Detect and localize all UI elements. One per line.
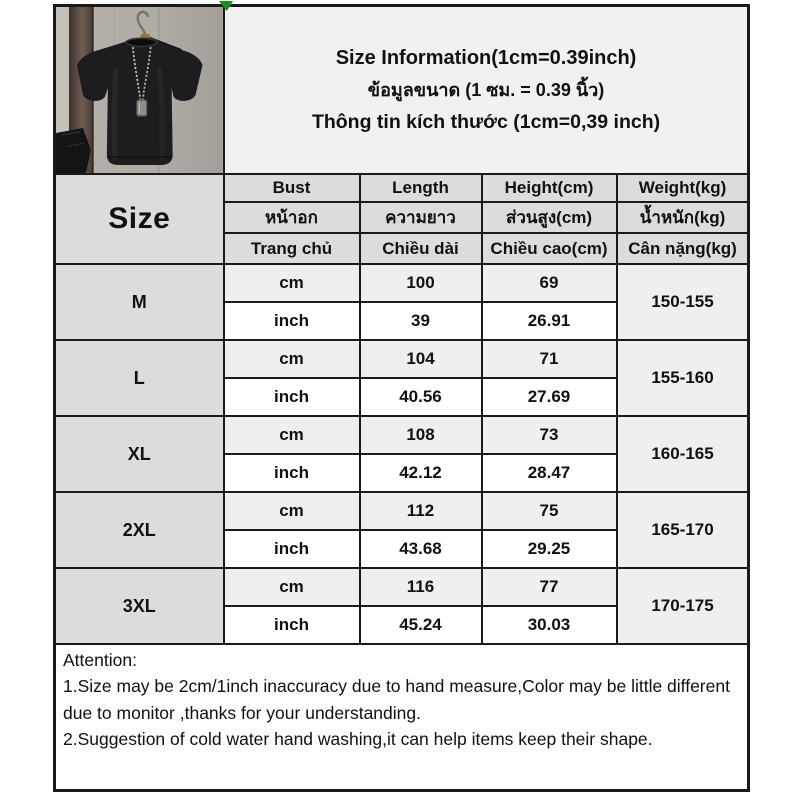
size-label-3xl: 3XL [55,568,224,644]
row-m-cm [55,264,749,302]
row-3xl-cm [55,568,749,606]
length-inch-value: 27.69 [482,378,617,416]
header-length-en: Length [360,174,482,202]
header-weight-th: น้ำหนัก(kg) [617,202,749,233]
height-range: 165-170 [617,492,749,568]
height-range: 170-175 [617,568,749,644]
height-range: 160-165 [617,416,749,492]
bust-cm-value: 116 [360,568,482,606]
header-bust-vi: Trang chủ [224,233,360,264]
unit-label-cm: cm [224,340,360,378]
row-2xl-cm [55,492,749,530]
bust-inch-value: 43.68 [360,530,482,568]
title-english: Size Information(1cm=0.39inch) [335,46,637,69]
header-row-english [55,174,749,202]
attention-title: Attention: [63,650,137,670]
title-cell [224,6,749,175]
tshirt-photo-illustration [56,7,223,173]
unit-label-cm: cm [224,264,360,302]
unit-label-inch: inch [224,302,360,340]
header-bust-th: หน้าอก [224,202,360,233]
length-cm-value: 71 [482,340,617,378]
header-height-th: ส่วนสูง(cm) [482,202,617,233]
bust-inch-value: 45.24 [360,606,482,644]
unit-label-inch: inch [224,378,360,416]
attention-note [55,644,749,790]
length-inch-value: 26.91 [482,302,617,340]
size-table [53,4,750,792]
top-row [55,6,749,175]
bust-inch-value: 39 [360,302,482,340]
length-cm-value: 77 [482,568,617,606]
header-bust-en: Bust [224,174,360,202]
height-range: 155-160 [617,340,749,416]
unit-label-inch: inch [224,454,360,492]
length-inch-value: 28.47 [482,454,617,492]
header-height-vi: Chiều cao(cm) [482,233,617,264]
header-weight-en: Weight(kg) [617,174,749,202]
length-cm-value: 69 [482,264,617,302]
size-header: Size [55,174,224,264]
header-weight-vi: Cân nặng(kg) [617,233,749,264]
bust-cm-value: 104 [360,340,482,378]
bust-cm-value: 108 [360,416,482,454]
unit-label-cm: cm [224,492,360,530]
attention-line-2: 2.Suggestion of cold water hand washing,it can help items keep their shape. [63,728,653,749]
size-label-l: L [55,340,224,416]
title-thai: ข้อมูลขนาด (1 ซม. = 0.39 นิ้ว) [367,79,605,100]
unit-label-inch: inch [224,606,360,644]
unit-label-cm: cm [224,416,360,454]
length-inch-value: 30.03 [482,606,617,644]
size-label-2xl: 2XL [55,492,224,568]
length-cm-value: 73 [482,416,617,454]
row-xl-cm [55,416,749,454]
bust-inch-value: 42.12 [360,454,482,492]
title-vietnamese: Thông tin kích thước (1cm=0,39 inch) [311,110,661,133]
size-label-xl: XL [55,416,224,492]
length-cm-value: 75 [482,492,617,530]
bust-cm-value: 112 [360,492,482,530]
header-length-th: ความยาว [360,202,482,233]
header-length-vi: Chiều dài [360,233,482,264]
bust-cm-value: 100 [360,264,482,302]
size-label-m: M [55,264,224,340]
unit-label-cm: cm [224,568,360,606]
row-l-cm [55,340,749,378]
height-range: 150-155 [617,264,749,340]
bust-inch-value: 40.56 [360,378,482,416]
length-inch-value: 29.25 [482,530,617,568]
unit-label-inch: inch [224,530,360,568]
attention-row [55,644,749,790]
attention-line-1: 1.Size may be 2cm/1inch inaccuracy due to hand measure,Color may be little different due to monitor ,thanks for your understanding. [63,676,730,723]
product-photo [55,6,224,175]
header-height-en: Height(cm) [482,174,617,202]
